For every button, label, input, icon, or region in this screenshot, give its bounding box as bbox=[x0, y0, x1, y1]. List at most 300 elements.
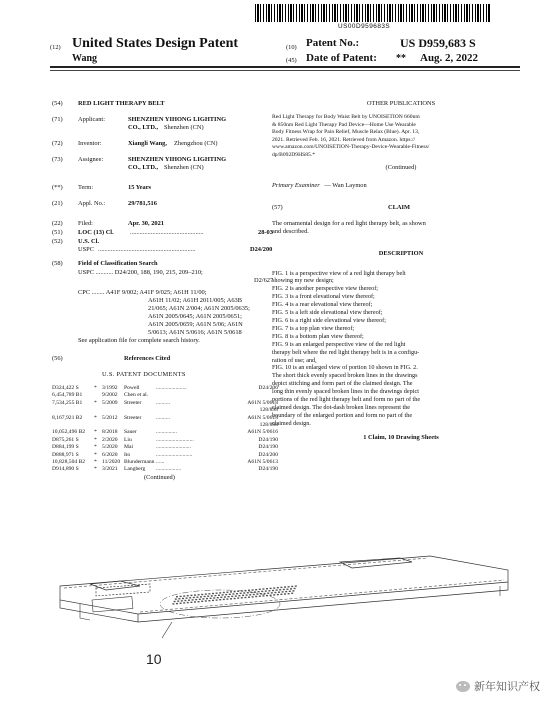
citation-number: 10,828,504 B2 bbox=[52, 458, 86, 465]
led-dot bbox=[199, 599, 201, 600]
citation-number: D324,422 S bbox=[52, 385, 79, 391]
assignee-name: SHENZHEN YIHONG LIGHTING bbox=[128, 156, 227, 163]
led-dot bbox=[270, 588, 272, 589]
citation-class: A61N 5/0616 bbox=[247, 429, 278, 436]
citation-dots: ............... bbox=[156, 429, 177, 436]
citation-row bbox=[52, 422, 278, 429]
citation-class: A61N 5/0613 bbox=[247, 458, 278, 465]
applicant-code: (71) bbox=[52, 116, 63, 123]
led-dot bbox=[181, 600, 183, 601]
led-dot bbox=[283, 589, 285, 590]
citation-dots: ...... bbox=[156, 458, 165, 465]
appl-value: 29/781,516 bbox=[128, 200, 157, 207]
led-dot bbox=[189, 597, 191, 598]
citation-dots: ......................... bbox=[156, 444, 191, 451]
led-dot bbox=[279, 589, 281, 590]
citation-number: D888,971 S bbox=[52, 451, 79, 458]
led-dot bbox=[268, 590, 270, 591]
led-dot bbox=[218, 595, 220, 596]
led-dot bbox=[243, 592, 245, 593]
description-line: FIG. 6 is a right side elevational view thereof; bbox=[272, 317, 386, 324]
led-dot bbox=[214, 595, 216, 596]
led-dot bbox=[182, 598, 184, 599]
led-dot bbox=[212, 600, 214, 601]
citation-kind: * bbox=[94, 444, 97, 451]
citation-dots: ...................... bbox=[156, 385, 187, 391]
led-dot bbox=[284, 586, 286, 587]
led-dot bbox=[238, 595, 240, 596]
led-dot bbox=[244, 597, 246, 598]
code-10: (10) bbox=[286, 44, 297, 51]
description-line: FIG. 5 is a left side elevational view thereof; bbox=[272, 309, 383, 317]
description-line: The short thick evenly spaced broken lines in the drawings bbox=[272, 372, 418, 380]
cpc-block bbox=[52, 289, 278, 337]
led-dot bbox=[262, 588, 264, 589]
citation-kind: * bbox=[94, 414, 97, 421]
other-publications bbox=[272, 114, 530, 160]
led-dot bbox=[174, 601, 176, 602]
led-dot bbox=[196, 597, 198, 598]
led-dot bbox=[290, 588, 292, 589]
patent-number: US D959,683 S bbox=[400, 36, 476, 50]
led-dot bbox=[201, 594, 203, 595]
citation-date: 11/2020 bbox=[102, 458, 121, 465]
other-publications-label: OTHER PUBLICATIONS bbox=[366, 100, 436, 107]
led-dot bbox=[264, 593, 266, 594]
term-label: Term: bbox=[78, 184, 94, 191]
uspc-label: USPC bbox=[78, 246, 94, 253]
watermark-text: 新年知识产权 bbox=[474, 680, 540, 693]
code-45: (45) bbox=[286, 57, 297, 64]
citations-list bbox=[52, 385, 278, 474]
citation-number: 6,454,789 B1 bbox=[52, 392, 83, 399]
led-dot bbox=[285, 591, 287, 592]
applicant-name-2: CO., LTD., bbox=[128, 124, 159, 131]
claim-code: (57) bbox=[272, 203, 283, 211]
led-dot bbox=[258, 591, 260, 592]
led-dot bbox=[252, 589, 254, 590]
description-body bbox=[272, 270, 530, 428]
citation-kind: * bbox=[94, 399, 97, 406]
left-continued: (Continued) bbox=[144, 473, 175, 481]
led-dot bbox=[204, 596, 206, 597]
assignee-code: (73) bbox=[52, 156, 63, 163]
applicant-name: SHENZHEN YIHONG LIGHTING bbox=[128, 116, 227, 123]
us-docs-label: U.S. PATENT DOCUMENTS bbox=[102, 371, 186, 378]
description-line: claimed design. The dot-dash broken lines represent the bbox=[272, 403, 411, 411]
citation-kind: * bbox=[94, 436, 97, 443]
led-dot bbox=[183, 595, 185, 596]
description-line: FIG. 2 is another perspective view thereof; bbox=[272, 285, 379, 293]
led-dot bbox=[225, 594, 227, 595]
led-dot bbox=[272, 590, 274, 591]
barcode-number: US00D959683S bbox=[338, 23, 391, 30]
refs-code: (56) bbox=[52, 355, 63, 362]
citation-class: D24/200 bbox=[258, 451, 278, 458]
led-dot bbox=[265, 590, 267, 591]
cpc-line: CPC ........ A41F 9/002; A41F 9/025; A61H 11/00; bbox=[78, 289, 207, 296]
citation-name: Streeter bbox=[124, 399, 142, 406]
loc-label: LOC (13) Cl. bbox=[78, 229, 114, 236]
citation-class: A61N 5/0618 bbox=[247, 399, 278, 406]
citation-number: 7,534,255 B1 bbox=[52, 399, 83, 406]
led-dot bbox=[188, 600, 190, 601]
led-dot bbox=[271, 592, 273, 593]
led-dot bbox=[278, 592, 280, 593]
filed-value: Apr. 30, 2021 bbox=[128, 220, 164, 227]
citation-number: D914,890 S bbox=[52, 466, 79, 473]
reference-numeral: 10 bbox=[146, 651, 162, 667]
citation-number: D884,199 S bbox=[52, 444, 79, 451]
cpc-line: A61H 11/02; A61H 2011/005; A63B bbox=[148, 297, 242, 304]
loc-code: (51) bbox=[52, 229, 63, 236]
led-dot bbox=[175, 598, 177, 599]
citation-kind: * bbox=[94, 385, 97, 391]
claim-label: CLAIM bbox=[388, 203, 411, 211]
citation-date: 6/2020 bbox=[102, 451, 118, 458]
citation-date: 9/2002 bbox=[102, 392, 118, 399]
led-dot bbox=[248, 590, 250, 591]
citation-number: D875,261 S bbox=[52, 436, 79, 443]
led-dot bbox=[276, 589, 278, 590]
description-line: claimed design. bbox=[272, 419, 311, 427]
led-dot bbox=[180, 596, 182, 597]
loc-dots: .............................................. bbox=[130, 229, 204, 236]
assignee-label: Assignee: bbox=[78, 156, 104, 163]
led-dot bbox=[177, 601, 179, 602]
citation-name: Langberg bbox=[124, 466, 146, 473]
led-dot bbox=[289, 591, 291, 592]
citation-class: 128/898 bbox=[259, 421, 278, 428]
citation-date: 5/2020 bbox=[102, 444, 118, 451]
led-dot bbox=[234, 591, 236, 592]
inventor-city: Zhengzhou (CN) bbox=[174, 140, 218, 147]
title-code: (54) bbox=[52, 100, 63, 107]
examiner-label: Primary Examiner bbox=[272, 181, 320, 189]
other-pub-line: www.amazon.com/UNOISETION-Therapy-Device-Wearable-Fitness/ bbox=[272, 144, 430, 151]
field-uspc-line-1: USPC ........... D24/200, 188, 190, 215, 209–210; bbox=[78, 269, 203, 276]
see-application: See application file for complete search history. bbox=[78, 337, 200, 344]
citation-name: Ito bbox=[124, 451, 131, 458]
citation-date: 3/1992 bbox=[102, 385, 118, 391]
citation-number: 10,052,496 B2 bbox=[52, 429, 86, 436]
led-dot bbox=[259, 589, 261, 590]
citation-name: Blundermann bbox=[124, 458, 155, 465]
led-dot bbox=[176, 603, 178, 604]
led-dot bbox=[207, 596, 209, 597]
led-dot bbox=[241, 597, 243, 598]
description-line: ration of use; and, bbox=[272, 356, 317, 364]
led-dot bbox=[244, 590, 246, 591]
applicant-label: Applicant: bbox=[78, 116, 105, 123]
led-dot bbox=[198, 594, 200, 595]
led-dot bbox=[176, 596, 178, 597]
led-dot bbox=[222, 594, 224, 595]
loc-value: 28-03 bbox=[258, 229, 273, 236]
led-dot bbox=[236, 593, 238, 594]
led-dot bbox=[186, 597, 188, 598]
led-dot bbox=[261, 591, 263, 592]
led-dot bbox=[255, 589, 257, 590]
citation-kind: * bbox=[94, 458, 97, 465]
right-column bbox=[272, 100, 530, 446]
reference-leader bbox=[162, 622, 172, 638]
citation-row bbox=[52, 429, 278, 436]
date-label: Date of Patent: bbox=[306, 52, 377, 64]
led-dot bbox=[295, 585, 297, 586]
claim-line: and described. bbox=[272, 227, 309, 235]
led-dot bbox=[237, 597, 239, 598]
led-dot bbox=[226, 592, 228, 593]
led-dot bbox=[232, 593, 234, 594]
citation-row bbox=[52, 466, 278, 473]
description-line: FIG. 3 is a front elevational view thereof; bbox=[272, 293, 375, 301]
led-dot bbox=[212, 593, 214, 594]
us-label: U.S. Cl. bbox=[78, 238, 99, 245]
led-dot bbox=[242, 595, 244, 596]
led-dot bbox=[219, 592, 221, 593]
patent-no-label: Patent No.: bbox=[306, 37, 360, 49]
led-dot bbox=[286, 589, 288, 590]
citation-date: 5/2012 bbox=[102, 414, 118, 421]
header-rule-thin bbox=[50, 70, 520, 71]
led-dot bbox=[270, 595, 272, 596]
led-dot bbox=[273, 594, 275, 595]
term-code: (**) bbox=[52, 184, 63, 191]
code-12: (12) bbox=[50, 44, 61, 51]
led-dot bbox=[246, 594, 248, 595]
appl-code: (21) bbox=[52, 200, 63, 207]
led-dot bbox=[206, 598, 208, 599]
citation-row bbox=[52, 459, 278, 466]
led-dot bbox=[184, 600, 186, 601]
citation-row bbox=[52, 437, 278, 444]
led-dot bbox=[193, 597, 195, 598]
led-dot bbox=[194, 601, 196, 602]
led-dot bbox=[235, 595, 237, 596]
description-line: FIG. 9 is an enlarged perspective view of the red light bbox=[272, 340, 406, 348]
refs-label: References Cited bbox=[124, 355, 171, 362]
led-dot bbox=[253, 594, 255, 595]
description-line: depict stitching and form part of the claimed design. The bbox=[272, 380, 413, 388]
led-dot bbox=[208, 593, 210, 594]
led-dot bbox=[248, 597, 250, 598]
led-dot bbox=[294, 588, 296, 589]
citation-class: 128/898 bbox=[259, 407, 278, 414]
led-dot bbox=[190, 602, 192, 603]
led-dot bbox=[172, 603, 174, 604]
description-line: FIG. 1 is a perspective view of a red light therapy belt bbox=[272, 269, 406, 277]
citation-class: D24/190 bbox=[258, 466, 278, 473]
uspc-dots: ............................................................. bbox=[98, 246, 196, 253]
led-dot bbox=[201, 601, 203, 602]
header-rule bbox=[50, 66, 520, 68]
citation-dots: ........................... bbox=[156, 436, 194, 443]
led-dot bbox=[234, 598, 236, 599]
led-dot bbox=[223, 592, 225, 593]
citation-name: Streeter bbox=[124, 414, 142, 421]
led-dot bbox=[282, 591, 284, 592]
citation-name: Powell bbox=[124, 385, 140, 391]
led-dot bbox=[266, 588, 268, 589]
led-dot bbox=[247, 592, 249, 593]
field-uspc-line-2: D2/627 bbox=[254, 277, 274, 284]
other-pub-line: 2021. Retrieved Feb. 16, 2021. Retrieved from Amazon. https:// bbox=[272, 136, 416, 143]
citation-row bbox=[52, 415, 278, 422]
claim-text bbox=[272, 220, 530, 250]
led-dot bbox=[280, 594, 282, 595]
patent-type-title: United States Design Patent bbox=[72, 36, 239, 51]
field-code: (58) bbox=[52, 260, 63, 267]
led-dot bbox=[231, 596, 233, 597]
description-line: boundary of the enlarged portion and form no part of the bbox=[272, 411, 413, 419]
cpc-line: A61N 2005/0659; A61N 5/06; A61N bbox=[148, 321, 243, 328]
citation-dots: .......... bbox=[156, 399, 170, 406]
citation-class: D24/190 bbox=[258, 436, 278, 443]
led-dot bbox=[249, 594, 251, 595]
citation-kind: * bbox=[94, 429, 97, 436]
led-dot bbox=[205, 600, 207, 601]
other-pub-line: & 850nm Red Light Therapy Pad Device—Home Use Wearable bbox=[272, 121, 416, 128]
citation-class: A61N 5/0618 bbox=[247, 414, 278, 421]
description-label: DESCRIPTION bbox=[378, 249, 424, 257]
citation-name: Sauer bbox=[124, 429, 137, 436]
other-pub-line: Red Light Therapy for Body Waist Belt by UNOISETION 660nm bbox=[272, 114, 420, 120]
led-dot bbox=[262, 595, 264, 596]
term-value: 15 Years bbox=[128, 184, 152, 191]
led-dot bbox=[284, 593, 286, 594]
invention-title: RED LIGHT THERAPY BELT bbox=[78, 100, 165, 107]
citation-date: 5/2009 bbox=[102, 399, 118, 406]
led-dot bbox=[210, 598, 212, 599]
description-line: portions of the red light therapy belt and form no part of the bbox=[272, 396, 421, 404]
citation-row bbox=[52, 452, 278, 459]
led-dot bbox=[230, 591, 232, 592]
watermark bbox=[456, 678, 540, 694]
led-dot bbox=[178, 598, 180, 599]
led-dot bbox=[252, 596, 254, 597]
citation-row bbox=[52, 400, 278, 407]
left-column bbox=[52, 100, 278, 484]
led-dot bbox=[288, 586, 290, 587]
led-dot bbox=[256, 593, 258, 594]
us-code: (52) bbox=[52, 238, 63, 245]
led-dot bbox=[208, 600, 210, 601]
filed-label: Filed: bbox=[78, 220, 93, 227]
description-line: FIG. 8 is a bottom plan view thereof; bbox=[272, 332, 364, 340]
uspc-value: D24/200 bbox=[250, 246, 273, 253]
led-dot bbox=[240, 593, 242, 594]
led-dot bbox=[200, 596, 202, 597]
description-line: long thin evenly spaced broken lines in the drawings depict bbox=[272, 388, 419, 396]
citation-row bbox=[52, 392, 278, 399]
citation-row bbox=[52, 444, 278, 451]
citation-number: 8,167,921 B2 bbox=[52, 414, 83, 421]
appl-label: Appl. No.: bbox=[78, 200, 106, 207]
citation-dots: .......... bbox=[156, 414, 170, 421]
examiner-name: — Wan Laymon bbox=[324, 181, 367, 189]
citation-class: D24/206 bbox=[258, 385, 278, 391]
assignee-name-2: CO., LTD., bbox=[128, 164, 159, 171]
citation-row bbox=[52, 385, 278, 392]
citation-name: Chen et al. bbox=[124, 392, 149, 399]
led-dot bbox=[273, 587, 275, 588]
citation-dots: .................. bbox=[156, 466, 182, 473]
led-dot bbox=[291, 586, 293, 587]
led-dot bbox=[217, 597, 219, 598]
cpc-line: A61N 2005/0645; A61N 2005/0651; bbox=[148, 313, 242, 320]
led-dot bbox=[230, 598, 232, 599]
inventor-name: Xiangli Wang, bbox=[128, 140, 167, 147]
led-dot bbox=[280, 587, 282, 588]
led-dot bbox=[229, 594, 231, 595]
led-dot bbox=[195, 599, 197, 600]
claim-line: The ornamental design for a red light therapy belt, as shown bbox=[272, 219, 426, 227]
cpc-line: 5/0613; A61N 5/0616; A61N 5/0618 bbox=[148, 329, 242, 336]
citation-dots: .......................... bbox=[156, 451, 193, 458]
led-dot bbox=[277, 587, 279, 588]
citation-class: D24/190 bbox=[258, 444, 278, 451]
citation-date: 8/2018 bbox=[102, 429, 118, 436]
led-dot bbox=[219, 599, 221, 600]
citation-row bbox=[52, 407, 278, 414]
led-dot bbox=[183, 602, 185, 603]
led-dot bbox=[216, 593, 218, 594]
led-dot bbox=[216, 599, 218, 600]
description-line: showing my new design; bbox=[272, 277, 334, 285]
led-dot bbox=[288, 593, 290, 594]
led-dot bbox=[267, 593, 269, 594]
citation-name: Mai bbox=[124, 444, 134, 451]
citation-kind: * bbox=[94, 451, 97, 458]
inventor-label: Inventor: bbox=[78, 140, 102, 147]
citation-date: 3/2021 bbox=[102, 466, 118, 473]
filed-code: (22) bbox=[52, 220, 63, 227]
wechat-icon bbox=[456, 681, 470, 692]
other-pub-line: Body Fitness Wrap for Pain Relief, Muscle Relax (Blue). Apr. 13, bbox=[272, 129, 420, 136]
claims-and-sheets: 1 Claim, 10 Drawing Sheets bbox=[363, 433, 439, 441]
led-dot bbox=[292, 590, 294, 591]
led-dot bbox=[187, 595, 189, 596]
led-dot bbox=[224, 596, 226, 597]
description-line: therapy belt where the red light therapy belt is in a configu- bbox=[272, 348, 420, 356]
applicant-city: Shenzhen (CN) bbox=[164, 124, 204, 131]
led-dot bbox=[211, 595, 213, 596]
led-dot bbox=[187, 602, 189, 603]
led-dot bbox=[205, 593, 207, 594]
date-stars: ** bbox=[396, 53, 406, 64]
led-dot bbox=[213, 597, 215, 598]
led-dot bbox=[226, 598, 228, 599]
led-dot bbox=[180, 603, 182, 604]
patent-date: Aug. 2, 2022 bbox=[420, 52, 479, 64]
led-dot bbox=[220, 597, 222, 598]
led-dot bbox=[198, 601, 200, 602]
citation-date: 2/2020 bbox=[102, 436, 118, 443]
description-line: FIG. 7 is a top plan view thereof; bbox=[272, 324, 355, 332]
citation-kind: * bbox=[94, 466, 97, 473]
led-dot bbox=[274, 592, 276, 593]
barcode bbox=[255, 4, 490, 22]
cpc-line: 21/065; A61N 2/004; A61N 2005/0635; bbox=[148, 305, 250, 312]
inventor-surname: Wang bbox=[72, 53, 98, 64]
description-line: FIG. 4 is a rear elevational view thereof; bbox=[272, 301, 373, 309]
led-dot bbox=[223, 599, 225, 600]
led-dot bbox=[190, 595, 192, 596]
led-dot bbox=[277, 594, 279, 595]
led-dot bbox=[291, 593, 293, 594]
citation-name: Liu bbox=[124, 436, 132, 443]
